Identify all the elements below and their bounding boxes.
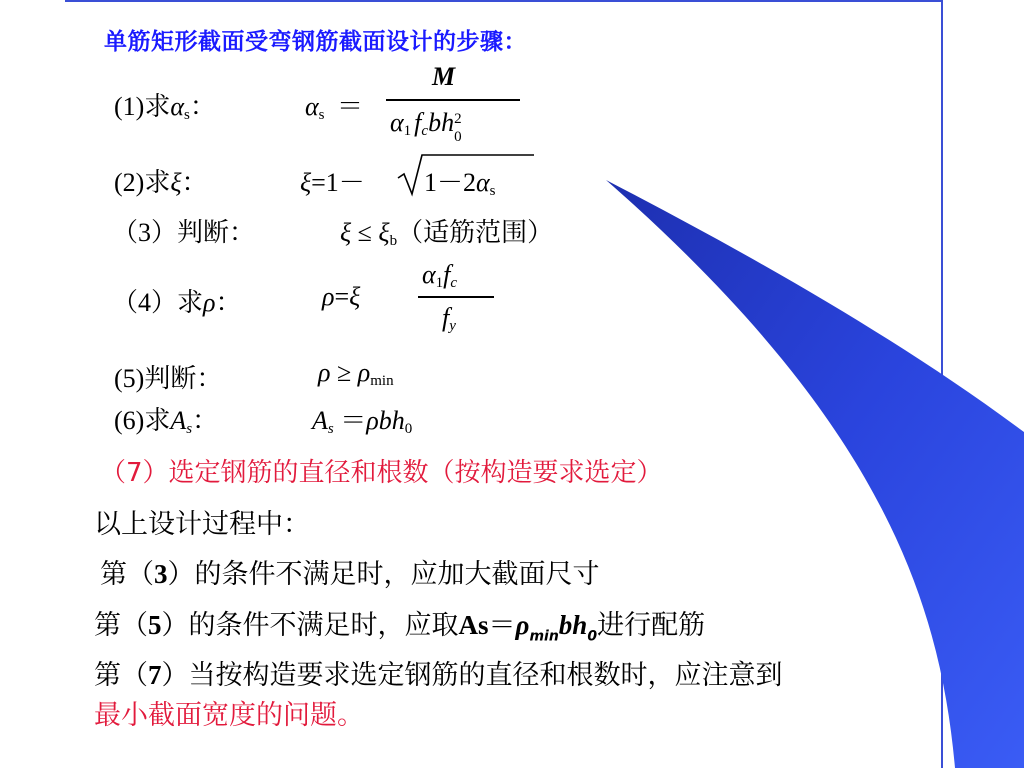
appropriate-range-note: （适筋范围） [397,218,554,247]
alpha-symbol: α [170,92,184,121]
rho-min-sub: min [370,373,394,389]
note-3 [100,552,600,591]
den-alpha-sub: 1 [403,123,412,139]
den-f-sub: c [421,123,429,139]
step-4-label [112,282,242,319]
lhs-xi: ξ [300,168,312,197]
step-1-lhs [305,86,363,124]
note-7-a: 第（ [94,660,148,691]
geq-sign: ≥ [336,358,352,387]
note-7 [94,653,783,692]
step-6-label [114,400,218,438]
slide-title: 单筋矩形截面受弯钢筋截面设计的步骤： [104,28,527,55]
equals-sign-6: ＝ [340,406,367,435]
ineq-rho: ρ [318,358,331,387]
xi-b-sub: b [389,233,398,249]
step-4-colon: ： [215,288,242,317]
step-2-text: (2)求 [114,168,171,197]
step-3-label: （3）判断： [112,218,256,247]
note-3-a: 第（ [100,559,154,590]
note-5-a: 第（ [94,610,148,641]
radicand-alpha: α [476,168,490,197]
note-5-bh-sub: 0 [587,628,598,645]
step-7-text: （7）选定钢筋的直径和根数（按构造要求选定） [100,458,663,488]
num-f-sub: c [450,275,458,291]
step-4-denominator [442,303,456,335]
xi-factor: ξ [349,282,361,311]
step-1-label [114,86,216,124]
lhs-A: A [312,406,328,435]
step-1-text: (1)求 [114,92,171,121]
step-1-denominator [390,108,466,145]
step-5-inequality [318,358,394,390]
note-5 [94,603,705,644]
notes-heading: 以上设计过程中： [94,509,310,540]
note-5-num: 5 [148,610,162,640]
note-5-c: 进行配筋 [597,610,706,641]
step-2-colon: ： [181,168,208,197]
equals-one-minus: =1－ [311,168,365,197]
rhs-rhobh: ρbh [366,406,405,435]
note-3-num: 3 [154,559,168,589]
ineq-xi-b: ξ [378,218,390,247]
step-6-equation [312,400,412,438]
step-4-text: （4）求 [112,288,204,317]
note-7-b: ）当按构造要求选定钢筋的直径和根数时，应注意到 [161,660,783,691]
radicand-alpha-sub: s [489,183,496,199]
rhs-h-sub: 0 [404,421,413,437]
As-symbol: A [170,406,187,435]
leq-sign: ≤ [357,218,372,247]
step-1-colon: ： [189,92,216,121]
num-alpha-sub: 1 [435,275,444,291]
note-5-b: ）的条件不满足时，应取 [161,610,459,641]
lhs-rho: ρ [322,282,335,311]
alpha-sub: s [183,107,190,123]
step-2-label [114,162,207,199]
note-7-red-tail: 最小截面宽度的问题。 [94,700,364,731]
radicand-text: 1－2 [424,168,477,197]
step-5-label: (5)判断： [114,364,223,393]
step-4-lhs [322,282,360,312]
den-h-sub: 0 [454,129,462,145]
den-fy: f [442,303,450,332]
step-6-colon: ： [192,406,219,435]
xi-symbol: ξ [170,168,182,197]
num-alpha: α [422,260,436,289]
den-bh: bh [428,108,455,137]
note-3-b: ）的条件不满足时，应加大截面尺寸 [167,559,600,590]
note-5-rho-sub: min [529,628,559,645]
equals-sign: ＝ [337,92,364,121]
step-2-radicand [424,162,496,200]
note-5-bh: bh [558,610,588,640]
lhs-alpha: α [305,92,319,121]
ineq-rho-min: ρ [357,358,371,387]
num-f: f [443,260,451,289]
step-4-fraction-line [418,296,494,298]
step-1-fraction-line [386,99,520,101]
equals-sign-4: = [334,282,350,311]
As-sub: s [186,421,193,437]
step-3-inequality [340,212,553,250]
note-5-As: As [458,610,489,640]
step-2-lhs [300,162,365,199]
den-h-sup: 2 [454,111,462,127]
ineq-xi: ξ [340,218,352,247]
step-4-numerator [422,260,457,292]
step-6-text: (6)求 [114,406,171,435]
den-fy-sub: y [449,318,456,334]
lhs-A-sub: s [327,421,334,437]
lhs-alpha-sub: s [318,107,325,123]
note-5-eq: ＝ [488,610,516,641]
step-1-numerator [432,62,455,92]
note-5-rho: ρ [515,610,530,640]
note-7-num: 7 [148,660,162,690]
moment-M: M [432,62,456,91]
rho-symbol: ρ [203,288,216,317]
den-alpha: α [390,108,404,137]
den-f: f [414,108,422,137]
